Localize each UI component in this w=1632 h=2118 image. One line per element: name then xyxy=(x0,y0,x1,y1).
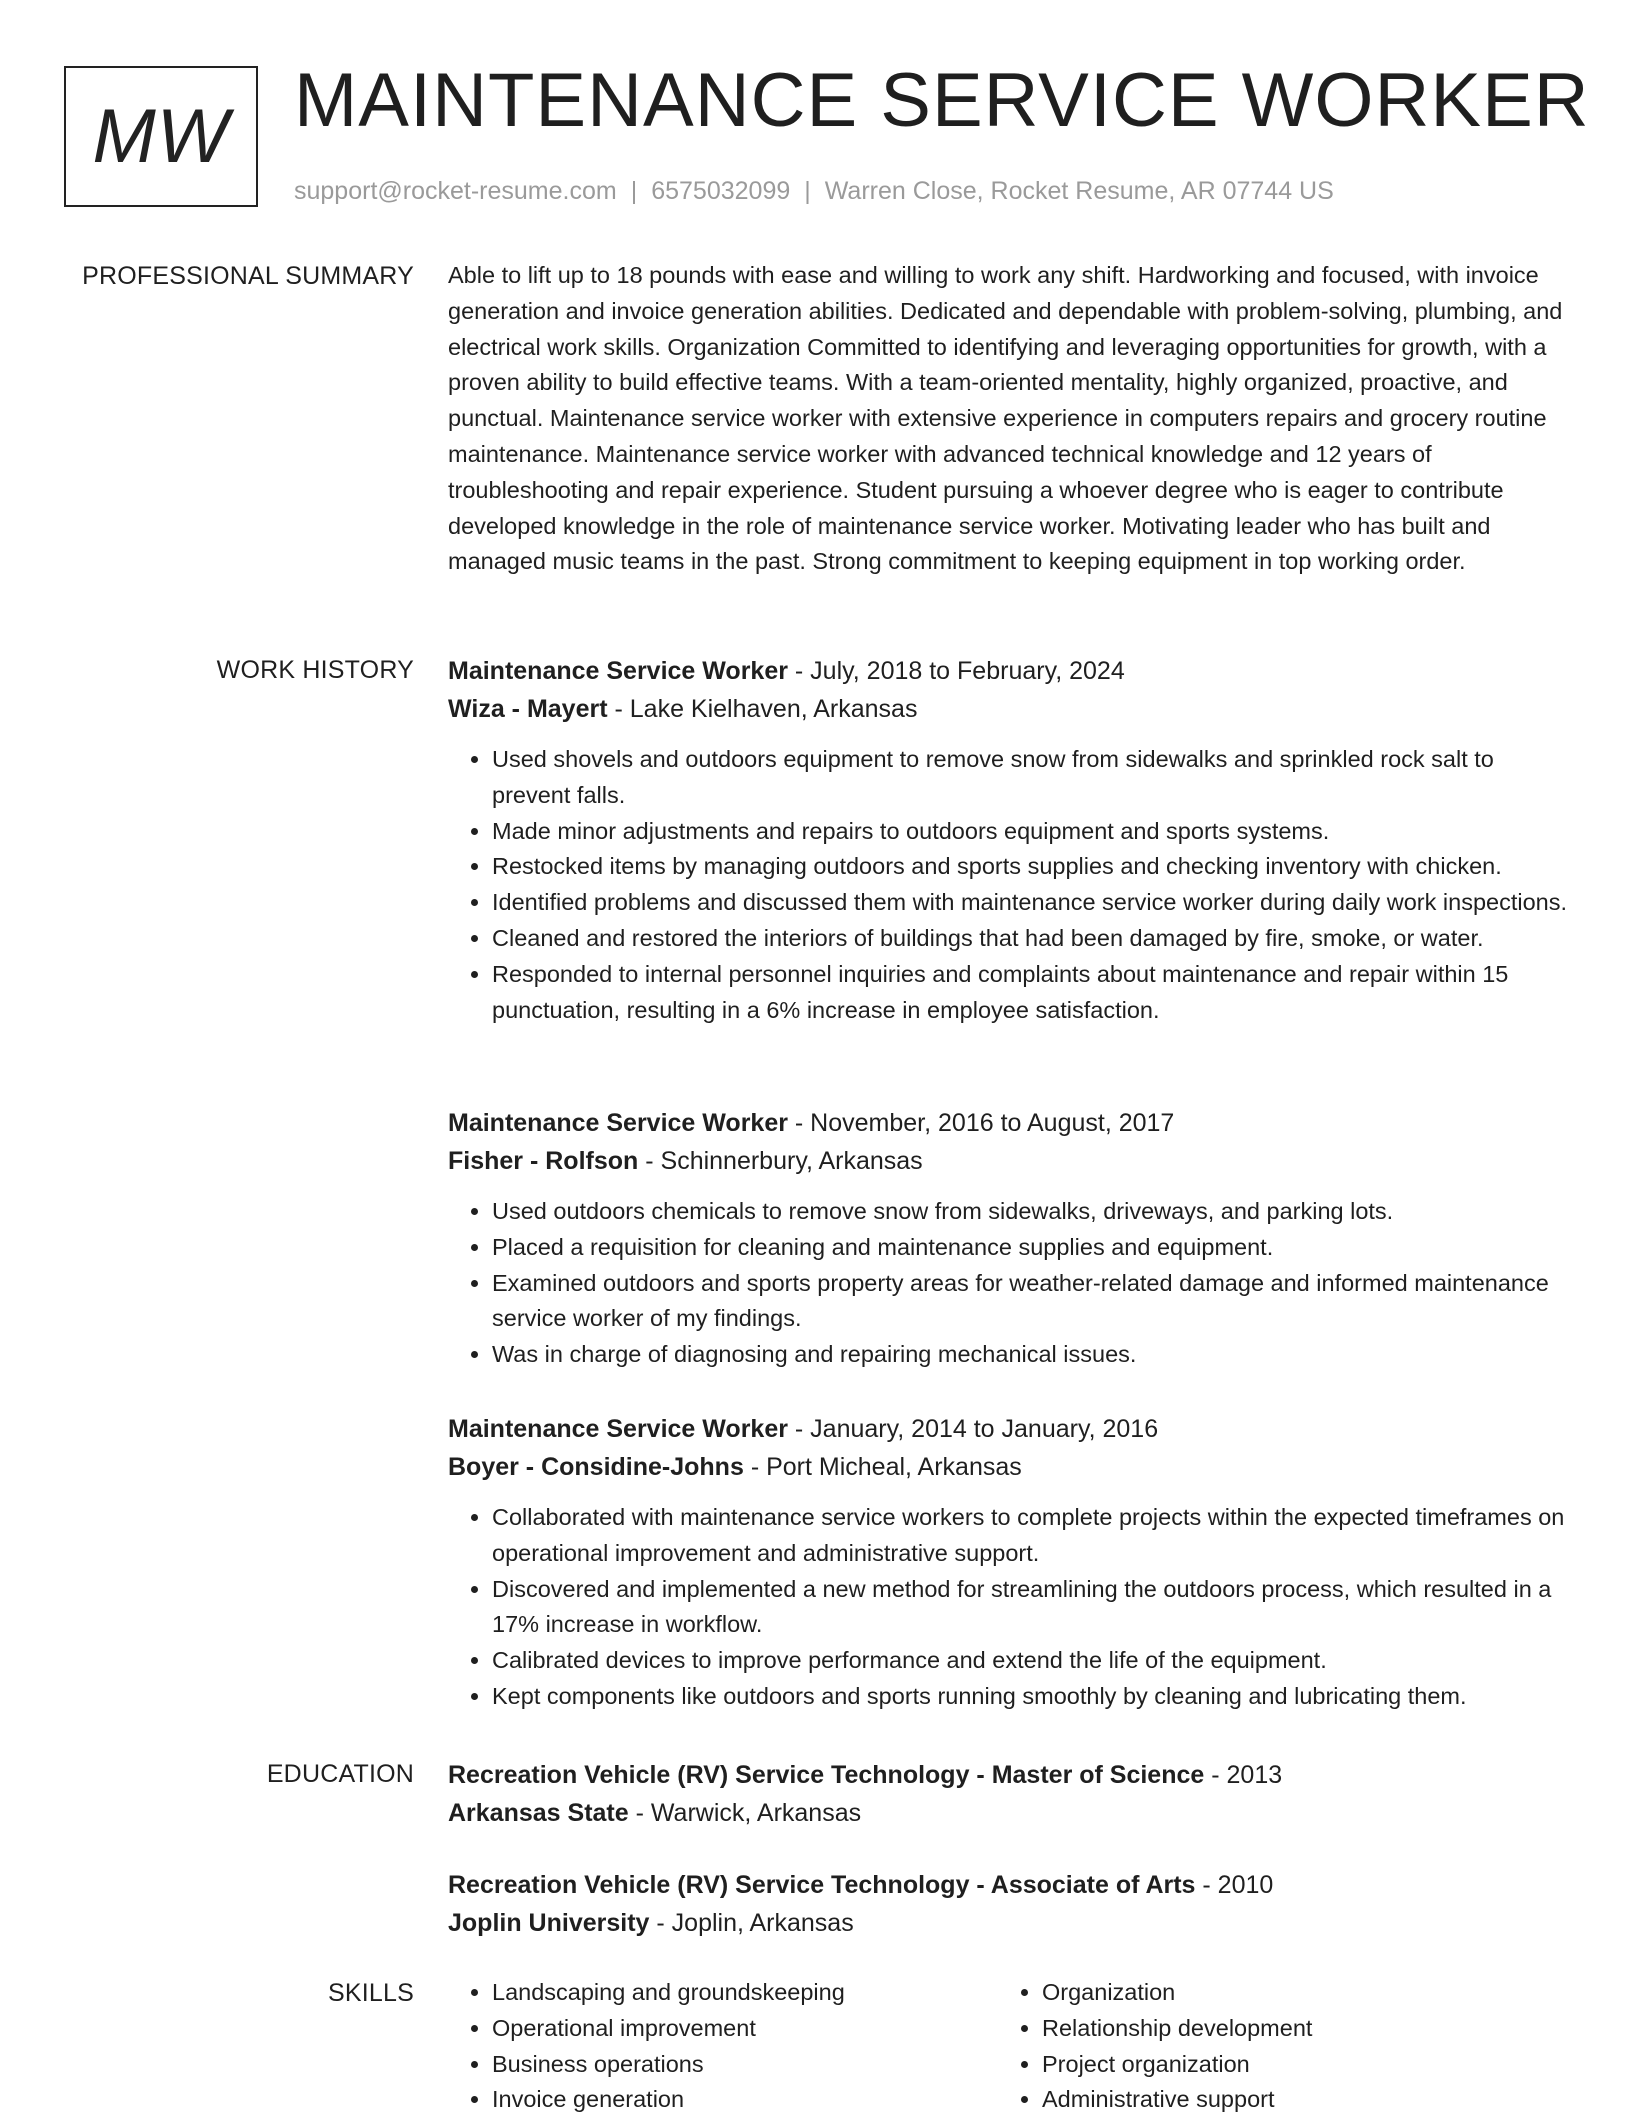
job-title-line xyxy=(448,1410,1568,1448)
job-company: Wiza - Mayert xyxy=(448,695,608,723)
section-title-summary: PROFESSIONAL SUMMARY xyxy=(82,262,414,290)
list-item: • Restocked items by managing outdoors and sports supplies and checking inventory with chicken. xyxy=(492,849,1568,885)
list-item: • Business operations xyxy=(492,2047,998,2083)
work-history-body xyxy=(448,652,1568,1709)
list-item: • Administrative support xyxy=(1042,2082,1548,2118)
contact-phone[interactable]: 6575032099 xyxy=(651,177,791,205)
job-company-line xyxy=(448,1142,1568,1180)
skills-columns xyxy=(448,1975,1568,2118)
education-year: - 2010 xyxy=(1195,1871,1274,1899)
education-school-line xyxy=(448,1794,1568,1832)
list-item: • Was in charge of diagnosing and repairing mechanical issues. xyxy=(492,1337,1568,1373)
job-entry xyxy=(448,1410,1568,1715)
job-title-line xyxy=(448,1104,1568,1142)
job-location: - Lake Kielhaven, Arkansas xyxy=(607,695,918,723)
list-item: • Placed a requisition for cleaning and maintenance supplies and equipment. xyxy=(492,1230,1568,1266)
education-degree-line xyxy=(448,1756,1568,1794)
education-degree: Recreation Vehicle (RV) Service Technology - Master of Science xyxy=(448,1761,1205,1789)
skills-body xyxy=(448,1975,1568,2118)
list-item: • Calibrated devices to improve performance and extend the life of the equipment. xyxy=(492,1643,1568,1679)
skills-list-left xyxy=(448,1975,998,2118)
education-entry xyxy=(448,1756,1568,1832)
contact-line xyxy=(294,174,1334,208)
contact-separator: | xyxy=(804,177,811,205)
monogram: MW xyxy=(64,66,258,207)
list-item: • Made minor adjustments and repairs to outdoors equipment and sports systems. xyxy=(492,814,1568,850)
job-location: - Port Micheal, Arkansas xyxy=(743,1453,1022,1481)
education-body xyxy=(448,1756,1568,1937)
job-bullets xyxy=(448,742,1568,1028)
education-location: - Joplin, Arkansas xyxy=(649,1909,854,1937)
contact-address: Warren Close, Rocket Resume, AR 07744 US xyxy=(824,177,1334,205)
job-company: Fisher - Rolfson xyxy=(448,1147,639,1175)
job-dates: - July, 2018 to February, 2024 xyxy=(787,657,1125,685)
list-item: • Landscaping and groundskeeping xyxy=(492,1975,998,2011)
education-entry xyxy=(448,1866,1568,1942)
job-bullets xyxy=(448,1500,1568,1715)
job-role: Maintenance Service Worker xyxy=(448,1109,788,1137)
job-company-line xyxy=(448,1448,1568,1486)
job-dates: - January, 2014 to January, 2016 xyxy=(787,1415,1159,1443)
section-title-work-history: WORK HISTORY xyxy=(216,656,414,684)
job-bullets xyxy=(448,1194,1568,1373)
education-location: - Warwick, Arkansas xyxy=(628,1799,862,1827)
list-item: • Collaborated with maintenance service workers to complete projects within the expected timeframes on operational improvement and administrative support. xyxy=(492,1500,1568,1572)
job-dates: - November, 2016 to August, 2017 xyxy=(787,1109,1175,1137)
education-school: Arkansas State xyxy=(448,1799,629,1827)
education-school: Joplin University xyxy=(448,1909,650,1937)
list-item: • Cleaned and restored the interiors of buildings that had been damaged by fire, smoke, or water. xyxy=(492,921,1568,957)
section-title-education: EDUCATION xyxy=(266,1760,414,1788)
job-role: Maintenance Service Worker xyxy=(448,1415,788,1443)
contact-separator: | xyxy=(630,177,638,205)
list-item: • Used outdoors chemicals to remove snow from sidewalks, driveways, and parking lots. xyxy=(492,1194,1568,1230)
summary-body xyxy=(448,258,1568,580)
list-item: • Kept components like outdoors and sports running smoothly by cleaning and lubricating them. xyxy=(492,1679,1568,1715)
list-item: • Operational improvement xyxy=(492,2011,998,2047)
job-entry xyxy=(448,1104,1568,1373)
page-title: MAINTENANCE SERVICE WORKER xyxy=(294,58,1590,143)
job-entry xyxy=(448,652,1568,1028)
education-school-line xyxy=(448,1904,1568,1942)
education-year: - 2013 xyxy=(1204,1761,1283,1789)
list-item: • Invoice generation xyxy=(492,2082,998,2118)
list-item: • Organization xyxy=(1042,1975,1548,2011)
list-item: • Used shovels and outdoors equipment to remove snow from sidewalks and sprinkled rock salt to prevent falls. xyxy=(492,742,1568,814)
contact-email[interactable]: support@rocket-resume.com xyxy=(294,177,617,205)
list-item: • Responded to internal personnel inquiries and complaints about maintenance and repair within 15 punctuation, resulting in a 6% increase in employee satisfaction. xyxy=(492,957,1568,1029)
list-item: • Relationship development xyxy=(1042,2011,1548,2047)
education-degree: Recreation Vehicle (RV) Service Technology - Associate of Arts xyxy=(448,1871,1196,1899)
job-location: - Schinnerbury, Arkansas xyxy=(638,1147,923,1175)
list-item: • Project organization xyxy=(1042,2047,1548,2083)
education-degree-line xyxy=(448,1866,1568,1904)
summary-text: Able to lift up to 18 pounds with ease and willing to work any shift. Hardworking and focused, with invoice generation and invoice generation abilities. Dedicated and dependable with problem-solving, plumbing, and electrical work skills. Organization Committed to identifying and leveraging opportunities for growth, with a proven ability to build effective teams. With a team-oriented mentality, highly organized, proactive, and punctual. Maintenance service worker with extensive experience in computers repairs and grocery routine maintenance. Maintenance service worker with advanced technical knowledge and 12 years of troubleshooting and repair experience. Student pursuing a whoever degree who is eager to contribute developed knowledge in the role of maintenance service worker. Motivating leader who has built and managed music teams in the past. Strong commitment to keeping equipment in top working order. xyxy=(448,262,1563,575)
job-title-line xyxy=(448,652,1568,690)
job-company-line xyxy=(448,690,1568,728)
list-item: • Discovered and implemented a new method for streamlining the outdoors process, which resulted in a 17% increase in workflow. xyxy=(492,1572,1568,1644)
section-title-skills: SKILLS xyxy=(328,1979,414,2007)
job-role: Maintenance Service Worker xyxy=(448,657,788,685)
list-item: • Examined outdoors and sports property areas for weather-related damage and informed maintenance service worker of my findings. xyxy=(492,1266,1568,1338)
skills-list-right xyxy=(998,1975,1548,2118)
job-company: Boyer - Considine-Johns xyxy=(448,1453,744,1481)
list-item: • Identified problems and discussed them with maintenance service worker during daily work inspections. xyxy=(492,885,1568,921)
